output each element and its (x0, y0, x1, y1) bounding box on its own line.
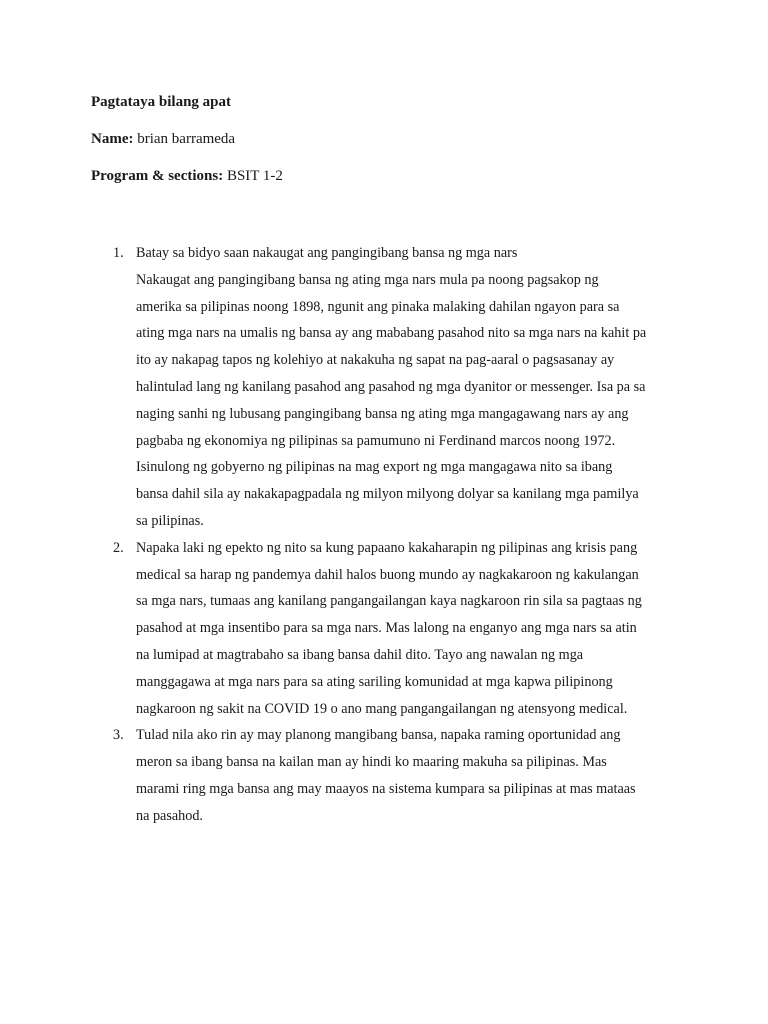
answer-line: na pasahod. (136, 807, 203, 824)
answer-item (91, 240, 711, 535)
answer-number: 1. (113, 245, 124, 261)
answer-line: ating mga nars na umalis ng bansa ay ang mababang pasahod nito sa mga nars na kahit pa (136, 325, 647, 342)
answer-text (136, 240, 711, 535)
answer-number: 2. (113, 539, 124, 556)
program-label: Program & sections: (91, 168, 224, 184)
answer-line: pagbaba ng ekonomiya ng pilipinas sa pamumuno ni Ferdinand marcos noong 1972. (136, 432, 616, 449)
answer-line: nagkaroon ng sakit na COVID 19 o ano mang pangangailangan ng atensyong medical. (136, 700, 628, 717)
answer-line: medical sa harap ng pandemya dahil halos buong mundo ay nagkakaroon ng kakulangan (136, 566, 639, 583)
answer-line: naging sanhi ng lubusang pangingibang bansa ng ating mga mangagawang nars ay ang (136, 405, 629, 422)
name-value: brian barrameda (137, 131, 236, 147)
answer-item (91, 535, 711, 723)
answer-line: sa mga nars, tumaas ang kanilang pangangailangan kaya nagkaroon rin sila sa pagtaas ng (136, 593, 642, 610)
answer-line: na lumipad at magtrabaho sa ibang bansa dahil dito. Tayo ang nawalan ng mga (136, 646, 584, 663)
program-line (91, 167, 283, 185)
program-value: BSIT 1-2 (226, 168, 283, 184)
answer-line: Napaka laki ng epekto ng nito sa kung papaano kakaharapin ng pilipinas ang krisis pang (136, 539, 638, 556)
name-label: Name: (91, 131, 134, 147)
document-title: Pagtataya bilang apat (91, 94, 232, 110)
answer-line: Batay sa bidyo saan nakaugat ang pangingibang bansa ng mga nars (136, 245, 518, 261)
answer-line: manggagawa at mga nars para sa ating sariling komunidad at mga kapwa pilipinong (136, 673, 613, 690)
name-line (91, 130, 235, 148)
answer-text (136, 535, 711, 723)
answer-line: ito ay nakapag tapos ng kolehiyo at nakakuha ng sapat na pag-aaral o pagsasanay ay (136, 352, 615, 369)
answer-line: sa pilipinas. (136, 512, 204, 529)
answer-line: Tulad nila ako rin ay may planong mangibang bansa, napaka raming oportunidad ang (136, 727, 621, 744)
answer-list (91, 240, 711, 830)
answer-line: marami ring mga bansa ang may maayos na sistema kumpara sa pilipinas at mas mataas (136, 780, 636, 797)
answer-line: halintulad lang ng kanilang pasahod ang pasahod ng mga dyanitor or messenger. Isa pa sa (136, 378, 646, 395)
answer-line: Nakaugat ang pangingibang bansa ng ating mga nars mula pa noong pagsakop ng (136, 271, 599, 288)
answer-line: amerika sa pilipinas noong 1898, ngunit ang pinaka malaking dahilan ngayon para sa (136, 298, 620, 315)
answer-line: meron sa ibang bansa na kailan man ay hindi ko maaring makuha sa pilipinas. Mas (136, 754, 607, 771)
answer-line: bansa dahil sila ay nakakapagpadala ng milyon milyong dolyar sa kanilang mga pamilya (136, 486, 639, 503)
answer-number: 3. (113, 727, 124, 744)
answer-line: Isinulong ng gobyerno ng pilipinas na mag export ng mga mangagawa nito sa ibang (136, 459, 613, 476)
answer-item (91, 722, 711, 829)
answer-text (136, 722, 711, 829)
answer-line: pasahod at mga insentibo para sa mga nars. Mas lalong na enganyo ang mga nars sa atin (136, 620, 637, 637)
